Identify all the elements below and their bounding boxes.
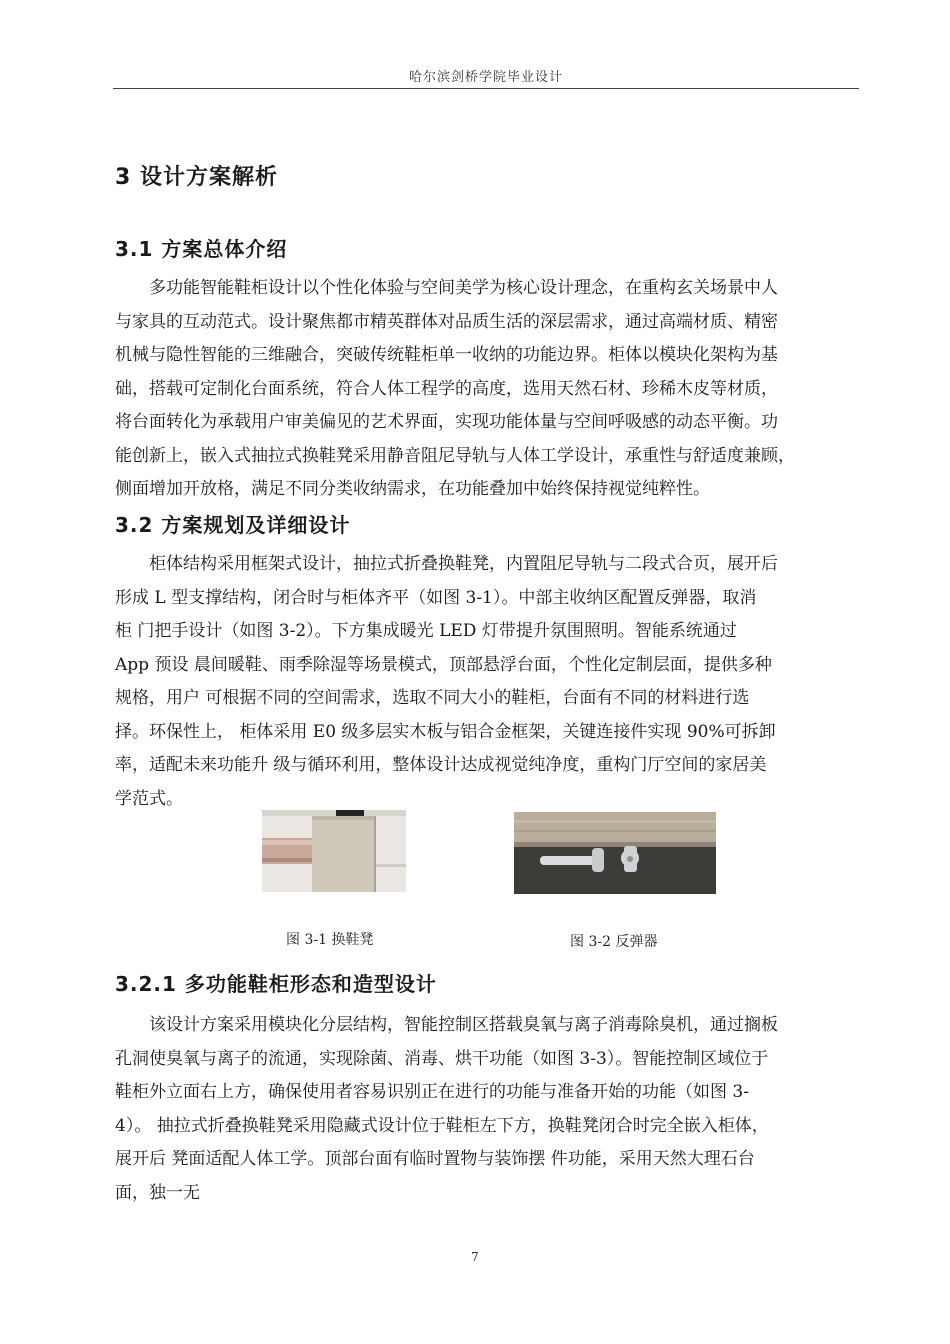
paragraph-line: 学范式。 [115,788,183,809]
stool-illustration [262,810,406,892]
page-number: 7 [471,1250,479,1264]
running-header: 哈尔滨剑桥学院毕业设计 [408,70,563,85]
paragraph-line: 础，搭载可定制化台面系统，符合人体工程学的高度，选用天然石材、珍稀木皮等材质， [115,378,778,399]
paragraph-line: 择。环保性上， 柜体采用 E0 级多层实木板与铝合金框架，关键连接件实现 90%可拆卸 [115,721,776,742]
paragraph-line: 率，适配未来功能升 级与循环利用，整体设计达成视觉纯净度，重构门厅空间的家居美 [115,755,767,775]
paragraph-line: 与家具的互动范式。设计聚焦都市精英群体对品质生活的深层需求，通过高端材质、精密 [115,311,778,332]
paragraph-line: 柜 门把手设计（如图 3-2）。下方集成暖光 LED 灯带提升氛围照明。智能系统通过 [115,621,737,641]
paragraph-line: 鞋柜外立面右上方，确保使用者容易识别正在进行的功能与准备开始的功能（如图 3- [115,1082,749,1102]
section-3-1-paragraph [115,272,863,507]
figure-3-2-photo [514,812,716,894]
paragraph-line: 该设计方案采用模块化分层结构，智能控制区搭载臭氧与离子消毒除臭机，通过搁板 [115,1015,778,1035]
paragraph-line: 面，独一无 [115,1182,200,1203]
section-3-2-title: 3.2 方案规划及详细设计 [115,513,351,537]
rebounder-illustration [514,812,716,894]
paragraph-line: 将台面转化为承载用户审美偏见的艺术界面，实现功能体量与空间呼吸感的动态平衡。功 [115,412,778,432]
figure-3-1-photo [262,810,406,892]
section-3-2-1-title: 3.2.1 多功能鞋柜形态和造型设计 [115,972,437,996]
section-3-2-paragraph [115,548,863,816]
paragraph-line: 柜体结构采用框架式设计，抽拉式折叠换鞋凳，内置阻尼导轨与二段式合页，展开后 [115,554,778,574]
paragraph-line: 展开后 凳面适配人体工学。顶部台面有临时置物与装饰摆 件功能，采用天然大理石台 [115,1149,755,1169]
paragraph-line: 能创新上，嵌入式抽拉式换鞋凳采用静音阻尼导轨与人体工学设计，承重性与舒适度兼顾， [115,445,795,466]
header-rule [113,88,859,89]
chapter-title: 3 设计方案解析 [115,165,278,190]
paragraph-line: 孔洞使臭氧与离子的流通，实现除菌、消毒、烘干功能（如图 3-3）。智能控制区域位于 [115,1048,769,1069]
paragraph-line: 机械与隐性智能的三维融合，突破传统鞋柜单一收纳的功能边界。柜体以模块化架构为基 [115,345,778,365]
figure-3-2-caption: 图 3-2 反弹器 [570,934,658,950]
paragraph-line: 多功能智能鞋柜设计以个性化体验与空间美学为核心设计理念，在重构玄关场景中人 [115,278,778,298]
section-3-2-1-paragraph [115,1009,863,1210]
paragraph-line: 形成 L 型支撑结构，闭合时与柜体齐平（如图 3-1）。中部主收纳区配置反弹器，取消 [115,587,757,608]
paragraph-line: App 预设 晨间暖鞋、雨季除湿等场景模式，顶部悬浮台面，个性化定制层面，提供多种 [115,654,772,675]
paragraph-line: 侧面增加开放格，满足不同分类收纳需求，在功能叠加中始终保持视觉纯粹性。 [115,479,710,499]
figure-3-1-caption: 图 3-1 换鞋凳 [286,932,374,948]
section-3-1-title: 3.1 方案总体介绍 [115,237,288,261]
paragraph-line: 规格，用户 可根据不同的空间需求，选取不同大小的鞋柜，台面有不同的材料进行选 [115,688,750,708]
paragraph-line: 4）。 抽拉式折叠换鞋凳采用隐藏式设计位于鞋柜左下方，换鞋凳闭合时完全嵌入柜体， [115,1115,769,1136]
